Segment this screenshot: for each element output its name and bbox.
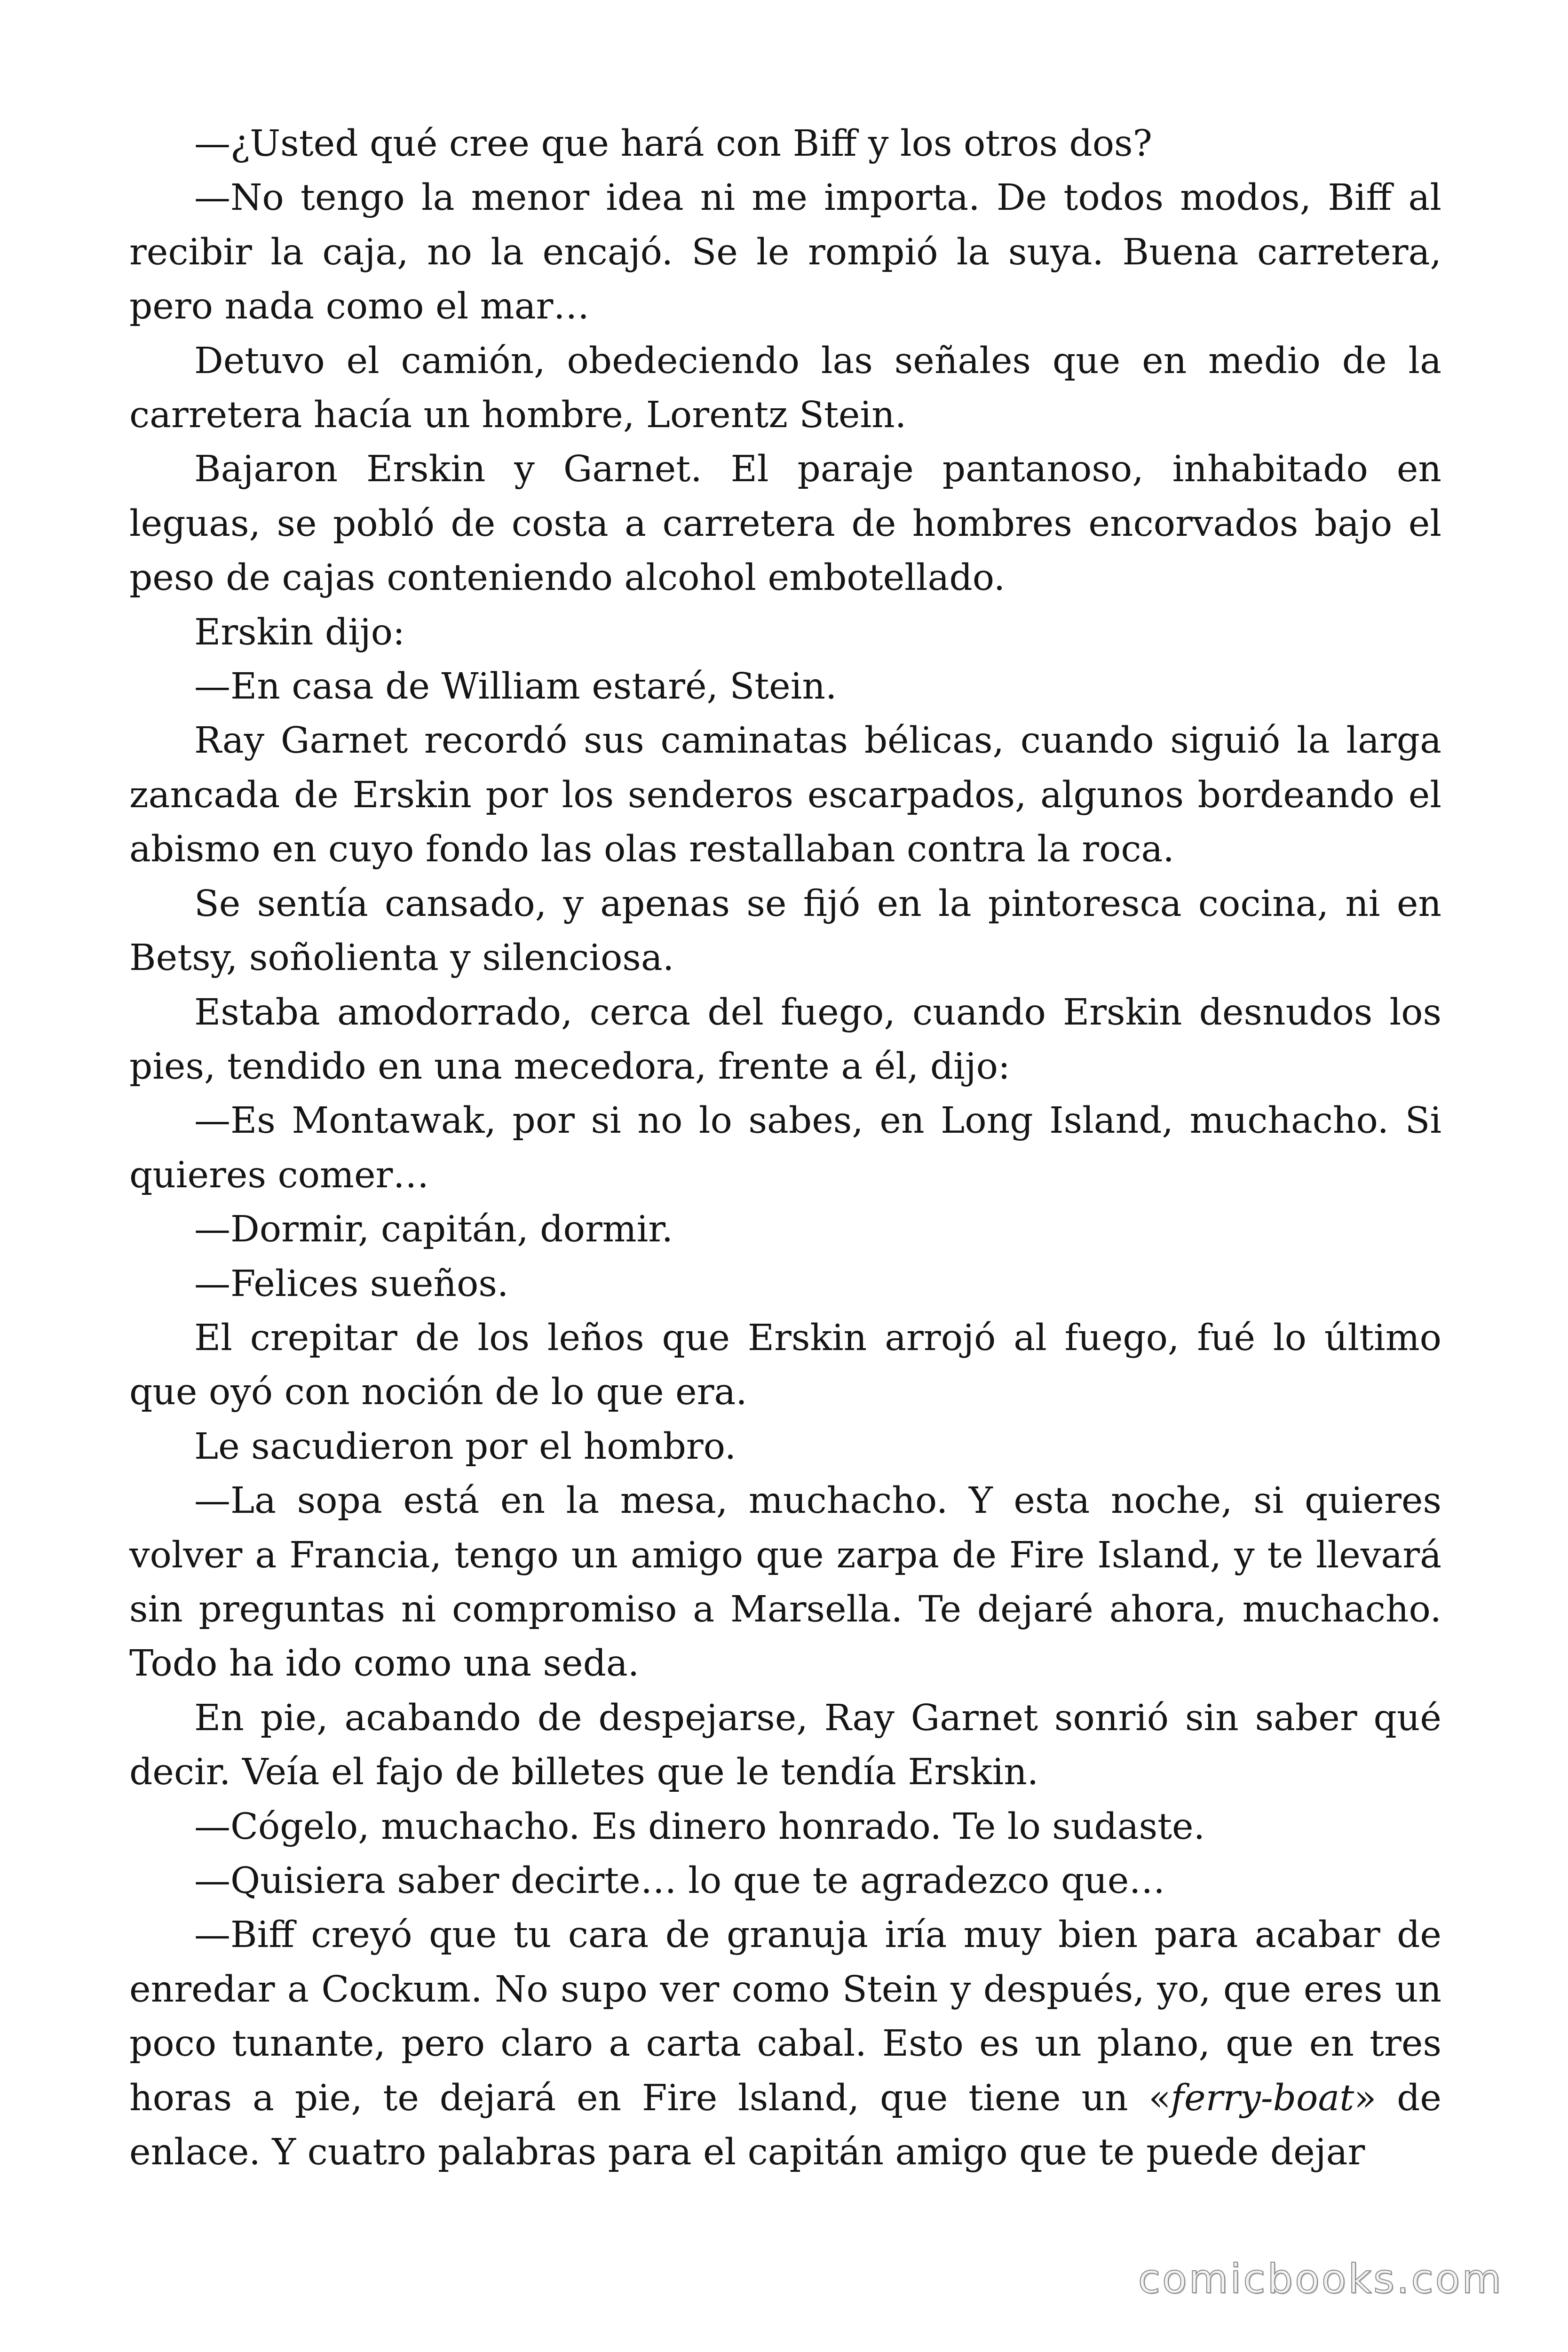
paragraph-5: Erskin dijo:	[194, 611, 405, 653]
paragraph-19	[129, 1908, 1441, 2179]
paragraph-15: —La sopa está en la mesa, muchacho. Y esta noche, si quieres volver a Francia, tengo un amigo que zarpa de Fire Island, y te llevará sin preguntas ni compromiso a Marsella. Te dejaré ahora, muchacho. Todo ha ido como una seda.	[129, 1480, 1441, 1685]
paragraph-11: —Dormir, capitán, dormir.	[194, 1208, 673, 1251]
paragraph-3: Detuvo el camión, obedeciendo las señales que en medio de la carretera hacía un hombre, Lorentz Stein.	[129, 340, 1441, 437]
paragraph-18: —Quisiera saber decirte… lo que te agradezco que…	[194, 1860, 1165, 1902]
paragraph-8: Se sentía cansado, y apenas se fijó en la pintoresca cocina, ni en Betsy, soñolienta y silenciosa.	[129, 882, 1441, 979]
paragraph-16: En pie, acabando de despejarse, Ray Garnet sonrió sin saber qué decir. Veía el fajo de billetes que le tendía Erskin.	[129, 1697, 1441, 1794]
paragraph-6: —En casa de William estaré, Stein.	[194, 666, 837, 708]
paragraph-4: Bajaron Erskin y Garnet. El paraje pantanoso, inhabitado en leguas, se pobló de costa a carretera de hombres encorvados bajo el peso de cajas conteniendo alcohol embotellado.	[129, 448, 1441, 599]
paragraph-13: El crepitar de los leños que Erskin arrojó al fuego, fué lo último que oyó con noción de lo que era.	[129, 1317, 1441, 1414]
paragraph-14: Le sacudieron por el hombro.	[194, 1425, 736, 1468]
paragraph-1: —¿Usted qué cree que hará con Biff y los otros dos?	[194, 123, 1152, 165]
paragraph-7: Ray Garnet recordó sus caminatas bélicas, cuando siguió la larga zancada de Erskin por los senderos escarpados, algunos bordeando el abismo en cuyo fondo las olas restallaban contra la roca.	[129, 720, 1441, 871]
paragraph-17: —Cógelo, muchacho. Es dinero honrado. Te lo sudaste.	[194, 1805, 1205, 1848]
paragraph-12: —Felices sueños.	[194, 1263, 509, 1305]
site-watermark: comicbooks.com	[1138, 2256, 1503, 2303]
paragraph-19-text-end: » de enlace. Y cuatro palabras para el capitán amigo que te puede dejar	[129, 2077, 1441, 2174]
paragraph-19-text-start: —Biff creyó que tu cara de granuja iría muy bien para acabar de enredar a Cockum. No supo ver como Stein y después, yo, que eres un poco tunante, pero claro a carta cabal. Esto es un plano, que en tres horas a pie, te dejará en Fire lsland, que tiene un «	[129, 1914, 1441, 2119]
paragraph-10: —Es Montawak, por si no lo sabes, en Long Island, muchacho. Si quieres comer…	[129, 1100, 1441, 1196]
paragraph-9: Estaba amodorrado, cerca del fuego, cuando Erskin desnudos los pies, tendido en una mecedora, frente a él, dijo:	[129, 991, 1441, 1088]
paragraph-2: —No tengo la menor idea ni me importa. De todos modos, Biff al recibir la caja, no la encajó. Se le rompió la suya. Buena carretera, pero nada como el mar…	[129, 177, 1441, 328]
paragraph-19-italic-term: ferry-boat	[1171, 2077, 1354, 2119]
book-page-text	[129, 117, 1441, 2179]
